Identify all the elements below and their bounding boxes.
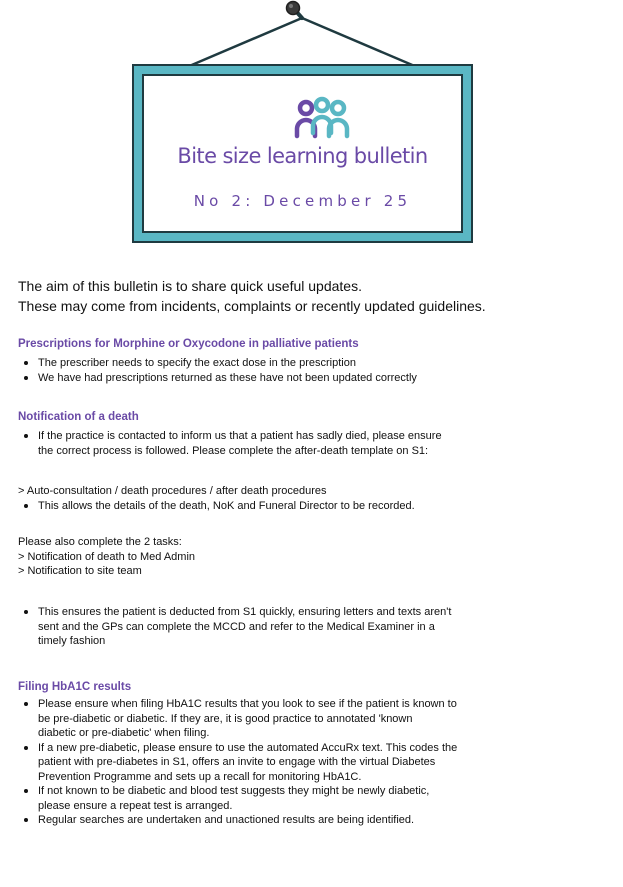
list-item-line: be pre-diabetic or diabetic. If they are, it is good practice to annotated 'known bbox=[38, 712, 413, 725]
section-body-hba1c bbox=[18, 697, 457, 828]
list-item-line: patient with pre-diabetes in S1, offers an invite to engage with the virtual Diabetes bbox=[38, 756, 436, 768]
list-item bbox=[18, 784, 457, 813]
list-item-line: If the practice is contacted to inform us that a patient has sadly died, please ensure bbox=[38, 430, 442, 442]
list-item-line: timely fashion bbox=[38, 635, 106, 647]
tasks-intro: Please also complete the 2 tasks: bbox=[18, 536, 182, 548]
section-body-death-3 bbox=[18, 605, 451, 649]
list-item: The prescriber needs to specify the exact dose in the prescription bbox=[18, 356, 417, 371]
list-item-line: the correct process is followed. Please complete the after-death template on S1: bbox=[38, 444, 429, 457]
template-path: > Auto-consultation / death procedures / after death procedures bbox=[18, 485, 327, 497]
list-item: We have had prescriptions returned as these have not been updated correctly bbox=[18, 371, 417, 386]
list-item-line: Regular searches are undertaken and unactioned results are being identified. bbox=[38, 814, 415, 826]
list-item-line: If not known to be diabetic and blood test suggests they might be newly diabetic, bbox=[38, 785, 430, 797]
list-item bbox=[18, 741, 457, 785]
section-heading-hba1c: Filing HbA1C results bbox=[18, 681, 132, 693]
intro-line: These may come from incidents, complaints or recently updated guidelines. bbox=[18, 298, 486, 314]
task-item: > Notification to site team bbox=[18, 565, 142, 577]
list-item-line: sent and the GPs can complete the MCCD and refer to the Medical Examiner in a bbox=[38, 620, 435, 633]
list-item: This allows the details of the death, NoK and Funeral Director to be recorded. bbox=[18, 499, 415, 514]
list-item-line: Prevention Programme and sets up a recall for monitoring HbA1C. bbox=[38, 770, 362, 783]
list-item bbox=[18, 605, 451, 649]
list-item bbox=[18, 813, 457, 828]
bulletin-title: Bite size learning bulletin bbox=[177, 144, 428, 168]
section-body-death-2 bbox=[18, 499, 415, 514]
list-item bbox=[18, 697, 457, 741]
task-item: > Notification of death to Med Admin bbox=[18, 550, 196, 563]
bulletin-issue: No 2: December 25 bbox=[193, 192, 412, 210]
section-heading-death: Notification of a death bbox=[18, 411, 139, 423]
pushpin-icon bbox=[287, 2, 303, 19]
section-heading-prescriptions: Prescriptions for Morphine or Oxycodone in palliative patients bbox=[18, 338, 359, 350]
intro-line: The aim of this bulletin is to share quick useful updates. bbox=[18, 278, 362, 294]
list-item-line: diabetic or pre-diabetic' when filing. bbox=[38, 727, 210, 739]
people-group-icon bbox=[292, 96, 352, 140]
list-item-line: If a new pre-diabetic, please ensure to use the automated AccuRx text. This codes the bbox=[38, 741, 458, 754]
list-item-line: This ensures the patient is deducted from S1 quickly, ensuring letters and texts aren't bbox=[38, 606, 452, 618]
list-item-line: please ensure a repeat test is arranged. bbox=[38, 799, 233, 812]
tasks-block bbox=[18, 535, 195, 579]
section-body-death bbox=[18, 429, 442, 458]
intro-text bbox=[18, 276, 486, 316]
list-item-line: Please ensure when filing HbA1C results that you look to see if the patient is known to bbox=[38, 698, 457, 710]
list-item bbox=[18, 429, 442, 458]
bulletin-sign bbox=[134, 66, 471, 241]
section-body-prescriptions bbox=[18, 356, 417, 385]
